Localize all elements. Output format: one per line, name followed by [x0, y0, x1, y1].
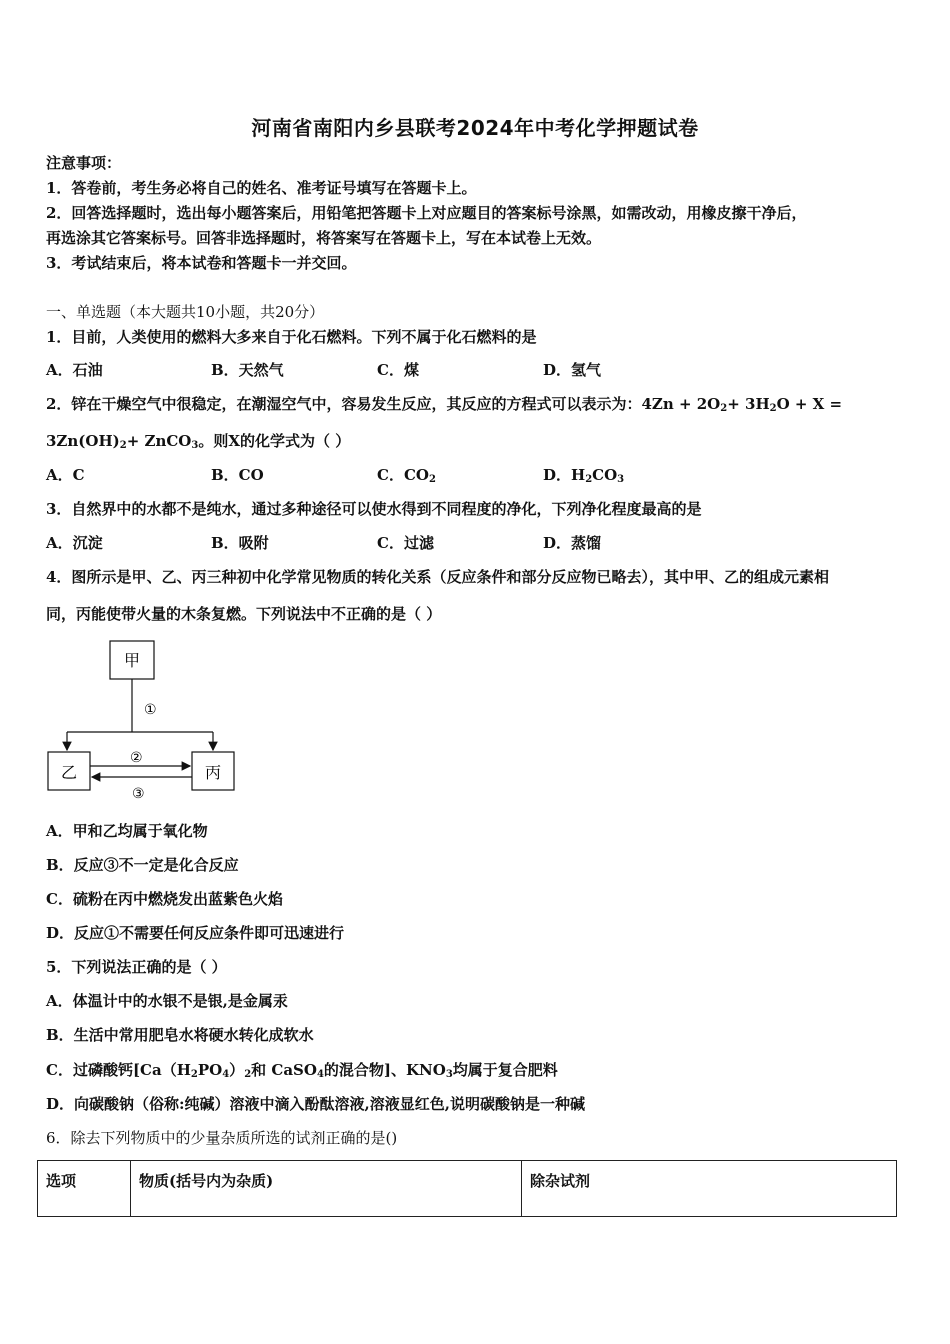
question-5-stem: 5．下列说法正确的是（ ） [46, 958, 227, 976]
q2-option-d: D．$H_2CO_3$ [543, 466, 625, 485]
q4-option-d: D．反应①不需要任何反应条件即可迅速进行 [46, 924, 345, 942]
question-3-stem: 3．自然界中的水都不是纯水，通过多种途径可以使水得到不同程度的净化，下列净化程度最高的是 [46, 500, 702, 518]
arrow-label-2: ② [130, 750, 143, 766]
arrow-label-1: ① [144, 702, 157, 718]
q3-option-c: C．过滤 [377, 534, 434, 552]
conversion-diagram [40, 636, 250, 806]
q4-option-b: B．反应③不一定是化合反应 [46, 856, 239, 874]
q4-option-c: C．硫粉在丙中燃烧发出蓝紫色火焰 [46, 890, 283, 908]
notice-item: 再选涂其它答案标号。回答非选择题时，将答案写在答题卡上，写在本试卷上无效。 [46, 229, 602, 247]
question-6-stem: 6．除去下列物质中的少量杂质所选的试剂正确的是() [46, 1129, 398, 1147]
q1-option-d: D．氢气 [543, 361, 602, 379]
impurity-table [37, 1160, 897, 1217]
box-yi-label: 乙 [60, 763, 78, 782]
q1-option-b: B．天然气 [211, 361, 284, 379]
q2-option-a: A．C [46, 466, 85, 484]
q5-option-c: C．过磷酸钙[$Ca(H_2PO_4)_2$和 CaSO$_4$的混合物]、$KNO_3$均属于复合肥料 [46, 1061, 558, 1080]
q2-option-b: B．CO [211, 466, 264, 484]
notice-heading: 注意事项： [46, 154, 122, 172]
q5-option-d: D．向碳酸钠（俗称:纯碱）溶液中滴入酚酞溶液,溶液显红色,说明碳酸钠是一种碱 [46, 1095, 585, 1113]
question-4-stem-line2: 同，丙能使带火量的木条复燃。下列说法中不正确的是（ ） [46, 605, 442, 623]
question-2-stem: 2．锌在干燥空气中很稳定，在潮湿空气中，容易发生反应，其反应的方程式可以表示为：$4Zn + 2O_2+ 3H_2O + X$ = [46, 395, 843, 414]
question-4-stem: 4．图所示是甲、乙、丙三种初中化学常见物质的转化关系（反应条件和部分反应物已略去），其中甲、乙的组成元素相 [46, 568, 829, 586]
q5-option-b: B．生活中常用肥皂水将硬水转化成软水 [46, 1026, 314, 1044]
table-header-cell: 选项 [38, 1161, 131, 1217]
notice-item: 3．考试结束后，将本试卷和答题卡一并交回。 [46, 254, 357, 272]
q1-option-a: A．石油 [46, 361, 103, 379]
q3-option-b: B．吸附 [211, 534, 269, 552]
arrow-label-3: ③ [132, 786, 145, 802]
question-1-stem: 1．目前，人类使用的燃料大多来自于化石燃料。下列不属于化石燃料的是 [46, 328, 537, 346]
q3-option-d: D．蒸馏 [543, 534, 602, 552]
q3-option-a: A．沉淀 [46, 534, 103, 552]
q4-option-a: A．甲和乙均属于氧化物 [46, 822, 208, 840]
question-2-stem-line2: $3Zn(OH)_2+$ ZnCO$_3$。则X的化学式为（ ） [46, 432, 351, 451]
table-header-cell: 除杂试剂 [522, 1161, 897, 1217]
section-heading: 一、单选题（本大题共10小题，共20分） [46, 303, 325, 321]
notice-item: 2．回答选择题时，选出每小题答案后，用铅笔把答题卡上对应题目的答案标号涂黑，如需改动，用橡皮擦干净后， [46, 204, 807, 222]
q5-option-a: A．体温计中的水银不是银,是金属汞 [46, 992, 288, 1010]
q2-option-c: C．$CO_2$ [377, 466, 436, 485]
table-header-cell: 物质(括号内为杂质) [131, 1161, 522, 1217]
page-title: 河南省南阳内乡县联考2024年中考化学押题试卷 [251, 116, 699, 140]
notice-item: 1．答卷前，考生务必将自己的姓名、准考证号填写在答题卡上。 [46, 179, 477, 197]
box-bing-label: 丙 [204, 763, 222, 782]
box-jia-label: 甲 [123, 651, 141, 670]
table-header-row [38, 1161, 897, 1217]
q1-option-c: C．煤 [377, 361, 419, 379]
